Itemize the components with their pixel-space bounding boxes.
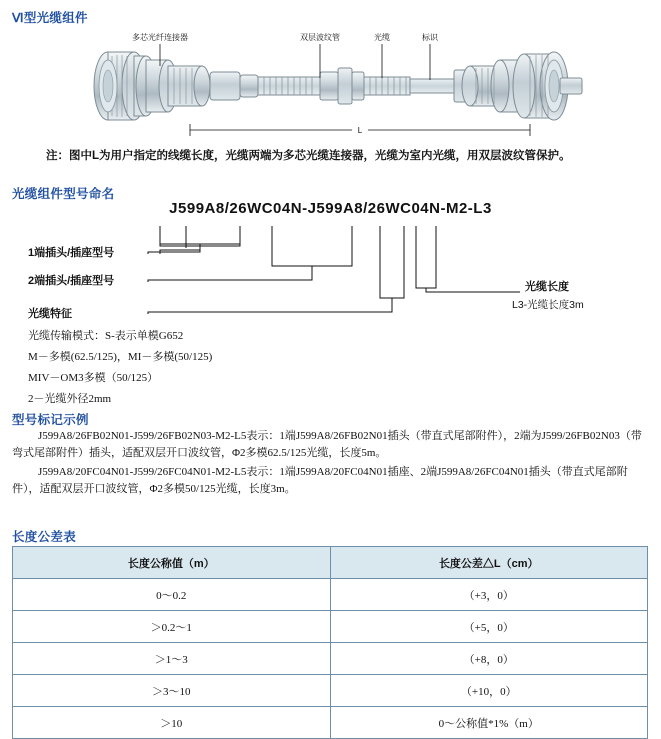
table-row (13, 611, 648, 643)
naming-mode-line-3: MIV－OM3多模（50/125） (28, 372, 159, 384)
mid-connector (320, 68, 364, 104)
cable-section (410, 79, 454, 93)
table-cell-tolerance: （+5，0） (330, 611, 648, 643)
model-code: J599A8/26WC04N-J599A8/26WC04N-M2-L3 (169, 200, 492, 217)
naming-label-length-sub: L3-光缆长度3m (512, 299, 584, 311)
figure-label-marking: 标识 (422, 33, 438, 42)
figure-label-optical-cable: 光缆 (374, 33, 390, 42)
figure-label-multicore-connector: 多芯光纤连接器 (132, 33, 188, 42)
figure-label-double-corrugated-tube: 双层波纹管 (300, 33, 340, 42)
naming-mode-line-2: M－多模(62.5/125)，MI－多模(50/125) (28, 351, 213, 363)
example-paragraph-2: J599A8/20FC04N01-J599/26FC04N01-M2-L5表示：1端J599A8/20FC04N01插座、2端J599A8/26FC04N01插头（带直式尾部附件），适配双层开口波纹管，Φ2多模50/125光缆，长度3m。 (12, 466, 628, 496)
naming-label-length: 光缆长度 (525, 281, 569, 293)
table-row (13, 579, 648, 611)
corrugated-tube-right (364, 77, 410, 95)
table-cell-tolerance: 0～公称值*1%（m） (330, 707, 648, 739)
naming-mode-line-1: 光缆传输模式：S-表示单模G652 (28, 330, 184, 342)
table-header-length-tolerance: 长度公差△L（cm） (330, 547, 648, 579)
naming-label-feature: 光缆特征 (28, 308, 72, 320)
naming-label-end2: 2端插头/插座型号 (28, 275, 115, 287)
section-title-example: 型号标记示例 (12, 413, 89, 427)
table-row (13, 643, 648, 675)
table-cell-nominal: ＞3～10 (13, 675, 331, 707)
right-connector (454, 52, 582, 120)
figure-label-length-L: L (357, 126, 363, 135)
section-title-tolerance: 长度公差表 (12, 530, 77, 544)
table-cell-nominal: 0～0.2 (13, 579, 331, 611)
example-paragraph-1: J599A8/26FB02N01-J599/26FB02N03-M2-L5表示：1端J599A8/26FB02N01插头（带直式尾部附件），2端为J599/26FB02N03（带弯式尾部附件）插头，适配双层开口波纹管，Φ2多模62.5/125光缆，长度5m。 (12, 430, 642, 460)
table-header-row (13, 547, 648, 579)
table-header-nominal-length: 长度公称值（m） (13, 547, 331, 579)
figure-note: 注：图中L为用户指定的线缆长度，光缆两端为多芯光缆连接器，光缆为室内光缆，用双层波纹管保护。 (46, 150, 571, 162)
table-cell-tolerance: （+8，0） (330, 643, 648, 675)
section-title-naming: 光缆组件型号命名 (12, 187, 115, 201)
naming-mode-line-4: 2－光缆外径2mm (28, 393, 112, 405)
table-cell-tolerance: （+3，0） (330, 579, 648, 611)
table-cell-nominal: ＞0.2～1 (13, 611, 331, 643)
naming-label-end1: 1端插头/插座型号 (28, 247, 115, 259)
corrugated-tube-left (258, 77, 320, 95)
cable-assembly-figure (60, 26, 605, 146)
table-cell-tolerance: （+10，0） (330, 675, 648, 707)
tolerance-table (12, 546, 648, 739)
table-cell-nominal: ＞10 (13, 707, 331, 739)
table-row (13, 675, 648, 707)
table-cell-nominal: ＞1～3 (13, 643, 331, 675)
page-title: Ⅵ型光缆组件 (12, 11, 88, 25)
left-connector (94, 52, 210, 120)
example-body (12, 428, 646, 500)
left-backshell (210, 72, 258, 100)
